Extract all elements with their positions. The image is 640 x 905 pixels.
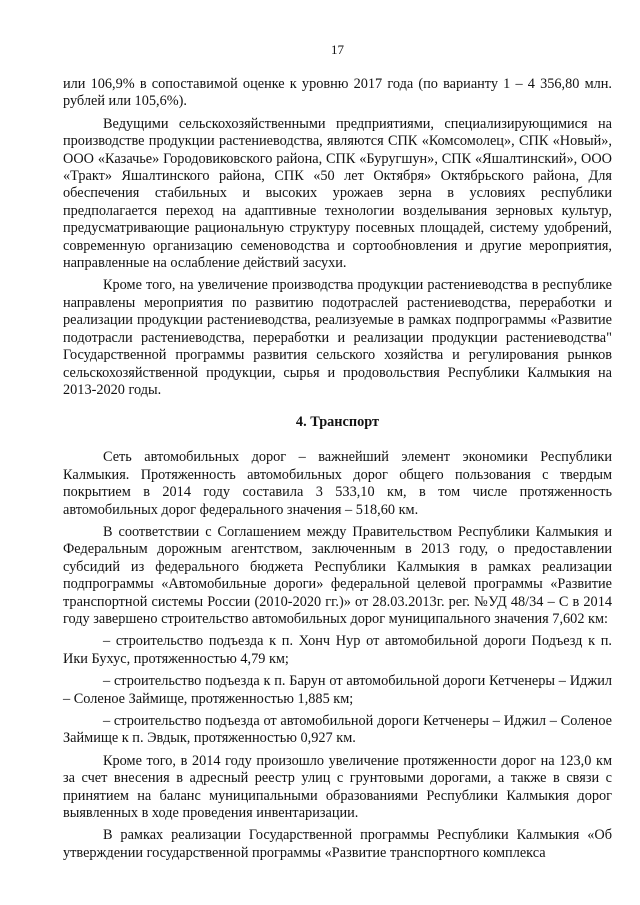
- list-item-road-khonch-nur: – строительство подъезда к п. Хонч Нур от автомобильной дороги Подъезд к п. Ики Бухус, протяженностью 4,79 км;: [63, 633, 612, 667]
- paragraph-subprogram-measures: Кроме того, на увеличение производства продукции растениеводства в республике направлены мероприятия по развитию подотраслей растениеводства, переработки и реализации продукции растениеводства, реализуемые в рамках подпрограммы «Развитие подотрасли растениеводства, переработки и реализации продукции растениеводства" Государственной программы развития сельского хозяйства и регулирования рынков сельскохозяйственной продукции, сырья и продовольствия Республики Калмыкия на 2013-2020 годы.: [63, 277, 612, 398]
- paragraph-state-program: В рамках реализации Государственной программы Республики Калмыкия «Об утверждении государственной программы «Развитие транспортного комплекса: [63, 827, 612, 861]
- list-item-road-barun: – строительство подъезда к п. Барун от автомобильной дороги Кетченеры – Иджил – Соленое Займище, протяженностью 1,885 км;: [63, 673, 612, 707]
- paragraph-agreement: В соответствии с Соглашением между Правительством Республики Калмыкия и Федеральным дорожным агентством, заключенным в 2013 году, о предоставлении субсидий из федерального бюджета Республики Калмыкия в рамках реализации подпрограммы «Автомобильные дороги» федеральной целевой программы «Развитие транспортной системы России (2010-2020 гг.)» от 28.03.2013г. рег. №УД 48/34 – С в 2014 году завершено строительство автомобильных дорог муниципального значения 7,602 км:: [63, 523, 612, 627]
- list-item-road-evdyk: – строительство подъезда от автомобильной дороги Кетченеры – Иджил – Соленое Займище к п. Эвдык, протяженностью 0,927 км.: [63, 713, 612, 747]
- page-number: 17: [331, 42, 344, 57]
- paragraph-leading-enterprises: Ведущими сельскохозяйственными предприятиями, специализирующимися на производстве продукции растениеводства, являются СПК «Комсомолец», СПК «Новый», ООО «Казачье» Городовиковского района, СПК «Буругшун», СПК «Яшалтинский», ООО «Тракт» Яшалтинского района, СПК «50 лет Октября» Октябрьского района, Для обеспечения стабильных и высоких урожаев зерна в условиях республики предполагается переход на адаптивные технологии возделывания зерновых культур, предусматривающие рациональную структуру посевных площадей, систему удобрений, современную организацию семеноводства и сортообновления и другие мероприятия, направленные на ослабление действий засухи.: [63, 115, 612, 272]
- paragraph-continuation: или 106,9% в сопоставимой оценке к уровню 2017 года (по варианту 1 – 4 356,80 млн. рублей или 105,6%).: [63, 76, 612, 110]
- paragraph-road-network: Сеть автомобильных дорог – важнейший элемент экономики Республики Калмыкия. Протяженность автомобильных дорог общего пользования с твердым покрытием в 2014 году составила 3 533,10 км, в том числе протяженность автомобильных дорог федерального значения – 518,60 км.: [63, 449, 612, 518]
- section-transport: [63, 449, 612, 862]
- section-crop-production: [63, 76, 612, 399]
- section-heading-transport: 4. Транспорт: [295, 414, 380, 431]
- paragraph-road-length-increase: Кроме того, в 2014 году произошло увеличение протяженности дорог на 123,0 км за счет внесения в адресный реестр улиц с грунтовыми дорогами, а также в связи с принятием на баланс муниципальными образованиями Республики Калмыкия дорог выявленных в ходе проведения инвентаризации.: [63, 752, 612, 822]
